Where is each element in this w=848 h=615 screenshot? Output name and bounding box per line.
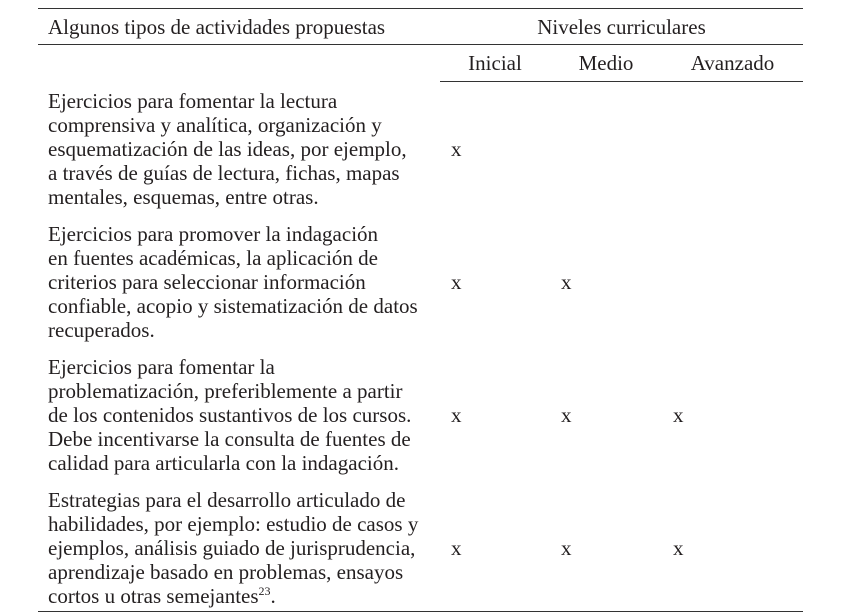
activity-text-line: Ejercicios para fomentar la lectura	[48, 89, 338, 113]
activity-text-line: Estrategias para el desarrollo articulado de	[48, 488, 406, 512]
activity-text-line-content: cortos u otras semejantes	[48, 584, 259, 608]
activity-text-line: Ejercicios para promover la indagación	[48, 222, 379, 246]
mark-medio: x	[561, 270, 572, 294]
mark-medio: x	[561, 536, 572, 560]
activity-text-line: habilidades, por ejemplo: estudio de casos y	[48, 512, 419, 536]
mark-avanzado: x	[673, 403, 684, 427]
footnote-reference: 23	[258, 584, 271, 598]
activities-column-header: Algunos tipos de actividades propuestas	[48, 14, 386, 39]
activity-cell	[38, 222, 440, 342]
activity-text-line: calidad para articularla con la indagación.	[48, 451, 399, 475]
activity-text-line: Ejercicios para fomentar la	[48, 355, 275, 379]
level-subheaders	[440, 45, 803, 82]
mark-inicial: x	[451, 270, 462, 294]
activity-text-line: en fuentes académicas, la aplicación de	[48, 246, 378, 270]
activity-text-line: comprensiva y analítica, organización y	[48, 113, 382, 137]
activity-cell	[38, 89, 440, 209]
activity-text-line: confiable, acopio y sistematización de datos	[48, 294, 418, 318]
activity-cell	[38, 488, 440, 608]
mark-avanzado: x	[673, 536, 684, 560]
activity-text-line: mentales, esquemas, entre otras.	[48, 185, 319, 209]
activity-text-line: de los contenidos sustantivos de los cursos.	[48, 403, 412, 427]
table-row	[38, 481, 803, 611]
level-header-medio: Medio	[578, 51, 634, 75]
activity-text-line	[48, 584, 440, 608]
mark-medio: x	[561, 403, 572, 427]
table-row	[38, 348, 803, 481]
mark-inicial: x	[451, 137, 462, 161]
subheader-spacer	[38, 45, 440, 82]
activity-text-line: recuperados.	[48, 318, 155, 342]
activity-text-line: problematización, preferiblemente a partir	[48, 379, 403, 403]
curricular-levels-table	[38, 8, 803, 612]
table-row	[38, 82, 803, 215]
line-end-punctuation: .	[270, 584, 276, 608]
activity-cell	[38, 355, 440, 475]
table-subheader-row	[38, 45, 803, 82]
mark-medio	[550, 89, 662, 209]
level-header-inicial: Inicial	[468, 51, 522, 75]
activity-text-line: Debe incentivarse la consulta de fuentes de	[48, 427, 411, 451]
activity-text-line: criterios para seleccionar información	[48, 270, 366, 294]
mark-inicial: x	[451, 403, 462, 427]
activity-text-line: aprendizaje basado en problemas, ensayos	[48, 560, 404, 584]
mark-inicial: x	[451, 536, 462, 560]
table-row	[38, 215, 803, 348]
activity-text-line: esquematización de las ideas, por ejemplo,	[48, 137, 407, 161]
activity-text-line: ejemplos, análisis guiado de jurisprudencia,	[48, 536, 416, 560]
levels-column-header: Niveles curriculares	[537, 14, 706, 39]
table-header-row	[38, 9, 803, 45]
mark-avanzado	[662, 222, 803, 342]
activity-text-line: a través de guías de lectura, fichas, mapas	[48, 161, 400, 185]
mark-avanzado	[662, 89, 803, 209]
level-header-avanzado: Avanzado	[690, 51, 775, 75]
